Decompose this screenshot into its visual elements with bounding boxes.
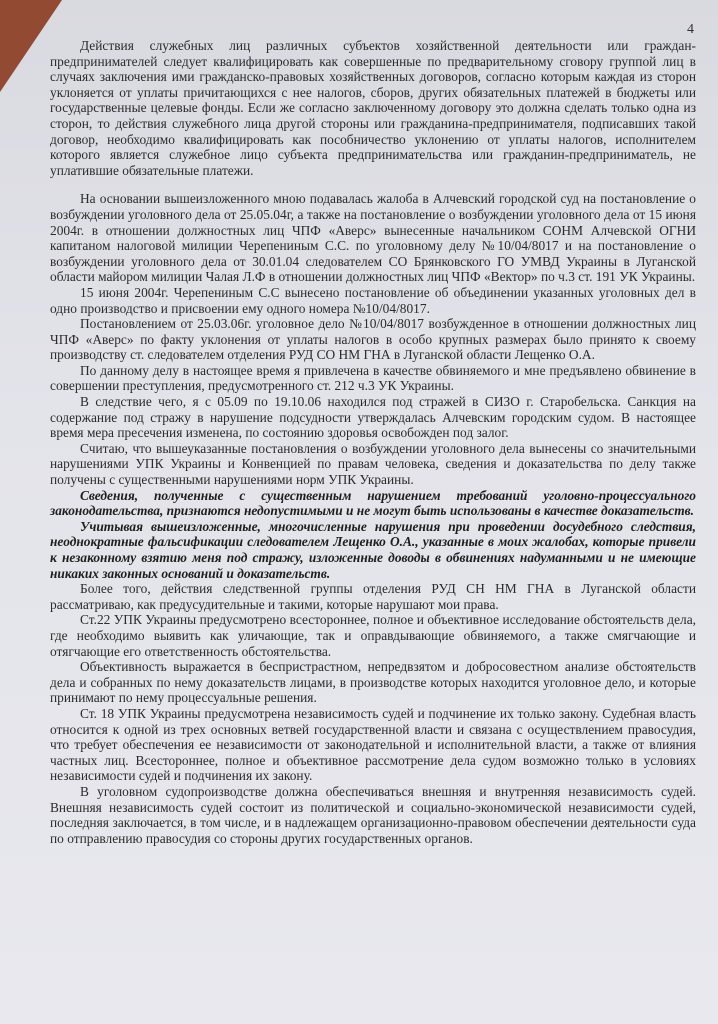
paragraph-complaint: На основании вышеизложенного мною подавалась жалоба в Алчевский городской суд на постановление о возбуждении уголовного дела от 25.05.04г, а также на постановление о возбуждении уголовного дела от 15 июня 2004г. в отношении должностных лиц ЧПФ «Аверс» вынесенные начальником СОНМ Алчевской ОГНИ капитаном налоговой милиции Черепениным С.С. по уголовному делу №10/04/8017 и на постановление о возбуждении уголовного дела от 30.01.04 следователем СО Брянковского ГО УМВД Украины в Луганской области майором милиции Чалая Л.Ф в отношении должностных лиц ЧПФ «Вектор» по ч.3 ст. 191 УК Украины. — [50, 191, 696, 285]
paragraph-prejudiced-actions: Более того, действия следственной группы отделения РУД СН НМ ГНА в Луганской области рассматриваю, как предусудительные и такими, которые нарушают мои права. — [50, 581, 696, 612]
paragraph-inadmissible-evidence: Сведения, полученные с существенным нарушением требований уголовно-процессуального законодательства, признаются недопустимыми и не могут быть использованы в качестве доказательств. — [50, 487, 696, 519]
paragraph-violations: Считаю, что вышеуказанные постановления о возбуждении уголовного дела вынесены со значительными нарушениями УПК Украины и Конвенцией по правам человека, сведения и доказательства по делу также получены с существенными нарушениями норм УПК Украины. — [50, 440, 696, 488]
paragraph-charge: По данному делу в настоящее время я привлечена в качестве обвиняемого и мне предъявлено обвинение в совершении преступления, предусмотренного ст. 212 ч.3 УК Украины. — [50, 362, 696, 394]
paragraph-objectivity: Объективность выражается в беспристрастном, непредвзятом и добросовестном анализе обстоятельств дела и собранных по нему доказательств лицами, в производстве которых находится уголовное дело, и которые принимают по нему процессуальные решения. — [50, 659, 696, 706]
paragraph-resolution: Постановлением от 25.03.06г. уголовное дело №10/04/8017 возбужденное в отношении должностных лиц ЧПФ «Аверс» по факту уклонения от уплаты налогов в особо крупных размерах было принято к своему производству ст. следователем отделения РУД СО НМ ГНА в Луганской области Лещенко О.А. — [50, 316, 696, 363]
paragraph-judicial-independence: В уголовном судопроизводстве должна обеспечиваться внешняя и внутренняя независимость судей. Внешняя независимость судей состоит из политической и социально-экономической независимости судей, последняя заключается, в том числе, и в надлежащем организационно-правовом обеспечении деятельности суда по отправлению правосудия со стороны других государственных органов. — [50, 783, 696, 846]
paragraph-article-22: Ст.22 УПК Украины предусмотрено всестороннее, полное и объективное исследование обстоятельств дела, где необходимо выявить как уличающие, так и оправдывающие обвиняемого, а также смягчающие и отягчающие его ответственность обстоятельства. — [50, 612, 696, 659]
paragraph-article-18: Ст. 18 УПК Украины предусмотрена независимость судей и подчинение их только закону. Судебная власть относится к одной из трех основных ветвей государственной власти и связана с осуществлением правосудия, что требует обеспечения ее независимости от законодательной и исполнительной власти, а также от влияния частных лиц. Всестороннее, полное и объективное рассмотрение дела судом возможно только в условиях независимости судей и подчинения их закону. — [50, 705, 696, 784]
paragraph-falsifications: Учитывая вышеизложенные, многочисленные нарушения при проведении досудебного следствия, неоднократные фальсификации следователем Лещенко О.А., указанные в моих жалобах, которые привели к незаконному взятию меня под стражу, изложенные доводы в обвинениях надуманными и не имеющие никаких законных оснований и доказательств. — [50, 518, 696, 581]
paragraph-merge-cases: 15 июня 2004г. Черепениным С.С вынесено постановление об объединении указанных уголовных дел в одно производство и присвоении ему одного номера №10/04/8017. — [50, 284, 696, 316]
page-number: 4 — [687, 22, 694, 37]
paragraph-custody: В следствие чего, я с 05.09 по 19.10.06 находился под стражей в СИЗО г. Старобельска. Санкция на содержание под стражу в нарушение подсудности утверждалась Алчевским городским судом. В настоящее время мера пресечения изменена, по состоянию здоровья освобожден под залог. — [50, 394, 696, 441]
document-body — [50, 38, 696, 846]
paragraph-qualification: Действия служебных лиц различных субъектов хозяйственной деятельности или граждан-предпринимателей следует квалифицировать как совершенные по предварительному сговору группой лиц в случаях заключения ими гражданско-правовых хозяйственных договоров, согласно которым каждая из сторон уклоняется от уплаты причитающихся с нее налогов, сборов, других обязательных платежей в бюджеты или государственные целевые фонды. Если же согласно заключенному договору это должна сделать только одна из сторон, то действия служебного лица другой стороны или гражданина-предпринимателя, подписавших такой договор, необходимо квалифицировать как пособничество уклонению от уплаты налогов, исполнителем которого является служебное лицо субъекта предпринимательства или гражданин-предприниматель, не уплатившие обязательные платежи. — [50, 38, 696, 178]
